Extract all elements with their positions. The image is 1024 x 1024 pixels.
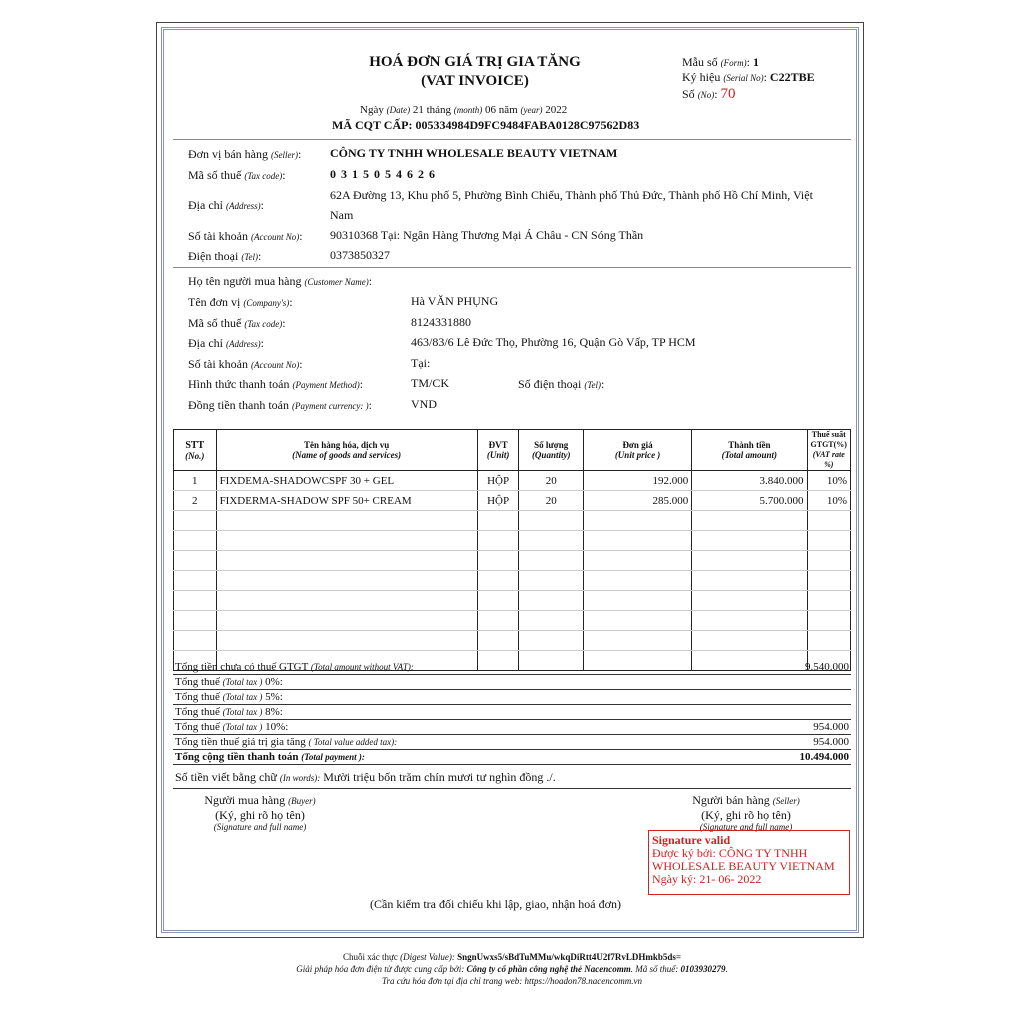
currency-label: Đồng tiền thanh toán (Payment currency: ):: [188, 398, 372, 412]
items-table: [173, 429, 851, 671]
col-stt: STT (No.): [174, 430, 217, 471]
table-header: [174, 430, 851, 471]
digital-signature-stamp: Signature valid Được ký bởi: CÔNG TY TNHH WHOLESALE BEAUTY VIETNAM Ngày ký: 21- 06- 2022: [648, 830, 850, 895]
seller-name: CÔNG TY TNHH WHOLESALE BEAUTY VIETNAM: [330, 146, 618, 160]
cqt-code: MÃ CQT CẤP: 005334984D9FC9484FABA0128C97562D83: [332, 118, 640, 132]
seller-tax-label: Mã số thuế (Tax code):: [188, 168, 286, 182]
buyer-signature-note-en: (Signature and full name): [213, 822, 307, 832]
total-tax-10: Tổng thuế (Total tax ) 10%: 954.000: [175, 721, 849, 733]
seller-address-line2: Nam: [330, 208, 354, 222]
col-unit: ĐVT (Unit): [477, 430, 519, 471]
buyer-signature-note: (Ký, ghi rõ họ tên): [215, 808, 305, 822]
currency: VND: [411, 397, 437, 411]
seller-signature-note: (Ký, ghi rõ họ tên): [701, 808, 791, 822]
buyer-signature-title: Người mua hàng (Buyer): [204, 793, 316, 807]
seller-name-label: Đơn vị bán hàng (Seller):: [188, 147, 302, 161]
seller-account: 90310368 Tại: Ngân Hàng Thương Mại Á Châu - CN Sóng Thần: [330, 228, 644, 242]
total-payment: Tổng cộng tiền thanh toán (Total payment ): 10.494.000: [175, 751, 849, 763]
buyer-account: Tại:: [411, 356, 431, 370]
buyer-address: 463/83/6 Lê Đức Thọ, Phường 16, Quận Gò Vấp, TP HCM: [411, 335, 696, 349]
totals-section: [173, 660, 851, 789]
seller-account-label: Số tài khoản (Account No):: [188, 229, 303, 243]
seller-signature-note-en: (Signature and full name): [699, 822, 793, 832]
customer-name-label: Họ tên người mua hàng (Customer Name):: [188, 274, 373, 288]
serial-number: Ký hiệu (Serial No): C22TBE: [682, 70, 815, 84]
seller-tax-code: 0 3 1 5 0 5 4 6 2 6: [330, 167, 436, 181]
buyer-tax-label: Mã số thuế (Tax code):: [188, 316, 286, 330]
provider-info: Giải pháp hóa đơn điện tử được cung cấp bởi: Công ty cổ phần công nghệ thẻ Nacencomm. Mã số thuế: 0103930279.: [296, 964, 728, 974]
payment-method: TM/CK: [411, 376, 450, 390]
seller-address-label: Địa chỉ (Address):: [188, 198, 265, 212]
invoice-title: HOÁ ĐƠN GIÁ TRỊ GIA TĂNG: [369, 54, 581, 70]
payment-method-label: Hình thức thanh toán (Payment Method):: [188, 377, 364, 391]
seller-signature-title: Người bán hàng (Seller): [692, 793, 800, 807]
amount-in-words: Số tiền viết bằng chữ (In words): Mười triệu bốn trăm chín mươi tư nghìn đồng ./.: [173, 765, 851, 789]
total-tax-5: Tổng thuế (Total tax ) 5%:: [173, 690, 851, 705]
total-without-vat: Tổng tiền chưa có thuế GTGT (Total amount without VAT): 9.540.000: [175, 661, 849, 673]
buyer-phone-label: Số điện thoại (Tel):: [518, 377, 605, 391]
total-vat: Tổng tiền thuế giá trị gia tăng ( Total value added tax): 954.000: [175, 736, 849, 748]
seller-address-line1: 62A Đường 13, Khu phố 5, Phường Bình Chiểu, Thành phố Thủ Đức, Thành phố Hồ Chí Minh, Việt: [330, 188, 813, 202]
col-qty: Số lượng (Quantity): [519, 430, 583, 471]
col-price: Đơn giá (Unit price ): [583, 430, 691, 471]
table-row: 1 FIXDEMA-SHADOWCSPF 30 + GEL HỘP 20 192.000 3.840.000 10%: [174, 471, 851, 491]
invoice-date: Ngày (Date) 21 tháng (month) 06 năm (year) 2022: [360, 104, 568, 116]
check-note: (Cần kiểm tra đối chiếu khi lập, giao, nhận hoá đơn): [370, 897, 621, 911]
seller-tel: 0373850327: [330, 248, 390, 262]
total-tax-0: Tổng thuế (Total tax ) 0%:: [173, 675, 851, 690]
invoice-title-en: (VAT INVOICE): [421, 73, 529, 89]
buyer-tax-code: 8124331880: [411, 315, 471, 329]
buyer-company-label: Tên đơn vị (Company's):: [188, 295, 293, 309]
invoice-number: Số (No): 70: [682, 86, 736, 102]
col-amount: Thành tiền (Total amount): [692, 430, 807, 471]
table-row: 2 FIXDERMA-SHADOW SPF 50+ CREAM HỘP 20 285.000 5.700.000 10%: [174, 491, 851, 511]
col-name: Tên hàng hóa, dịch vụ (Name of goods and services): [216, 430, 477, 471]
total-tax-8: Tổng thuế (Total tax ) 8%:: [173, 705, 851, 720]
buyer-address-label: Địa chỉ (Address):: [188, 336, 265, 350]
col-vat: Thuế suất GTGT(%) (VAT rate %): [807, 430, 851, 471]
buyer-company: Hà VĂN PHỤNG: [411, 294, 499, 308]
digest-value: Chuỗi xác thực (Digest Value): SngnUwxs5/sBdTuMMu/wkqDiRtt4U2f7RvLDHmkb5ds=: [343, 952, 681, 962]
form-number: Mẫu số (Form): 1: [682, 55, 760, 69]
buyer-account-label: Số tài khoản (Account No):: [188, 357, 303, 371]
seller-tel-label: Điện thoại (Tel):: [188, 249, 262, 263]
lookup-info: Tra cứu hóa đơn tại địa chỉ trang web: https://hoadon78.nacencomm.vn: [382, 976, 642, 986]
